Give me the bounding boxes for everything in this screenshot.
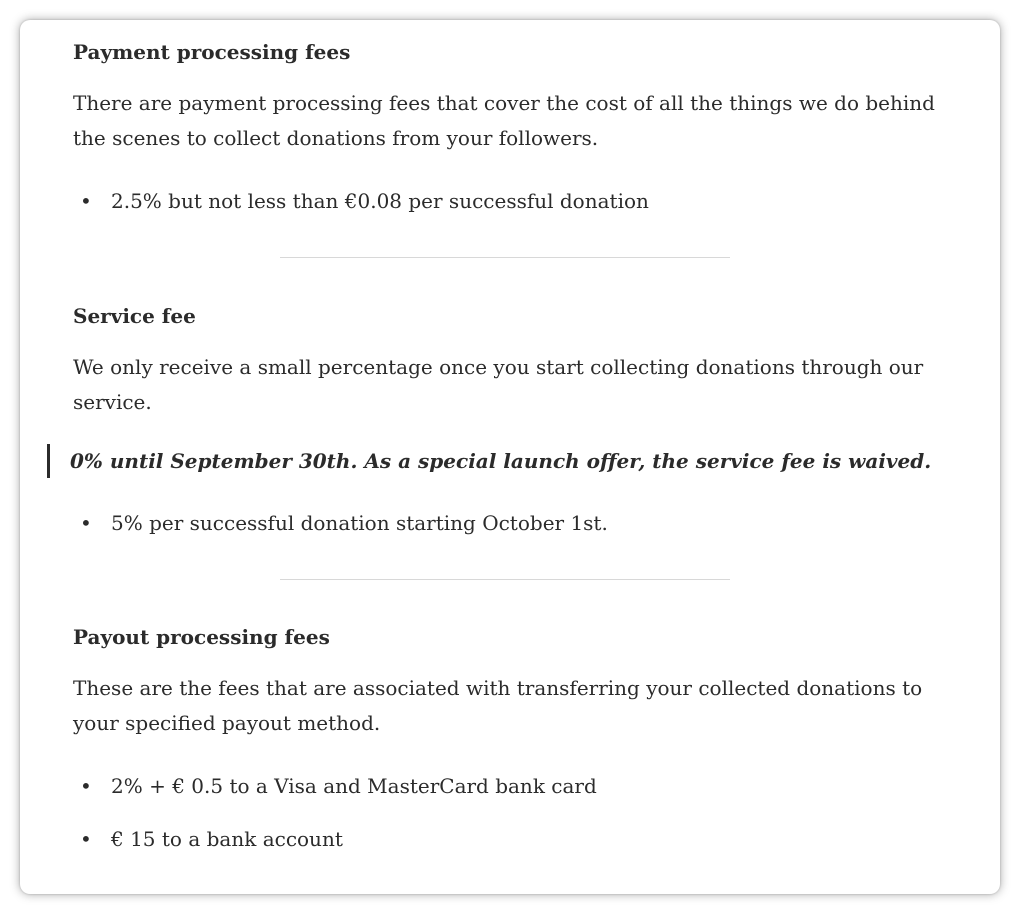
bullet-icon: •	[80, 827, 92, 851]
fees-card	[20, 20, 1000, 894]
section-divider	[280, 579, 730, 580]
service-heading: Service fee	[73, 304, 196, 328]
payment-fee-item: 2.5% but not less than €0.08 per successful donation	[111, 189, 649, 213]
payout-fee-item-card: 2% + € 0.5 to a Visa and MasterCard bank card	[111, 774, 597, 798]
payout-fee-item-bank: € 15 to a bank account	[111, 827, 343, 851]
payout-description: These are the fees that are associated with transferring your collected donations to your specified payout method.	[73, 676, 923, 735]
launch-offer-quote: 0% until September 30th. As a special launch offer, the service fee is waived.	[47, 444, 947, 478]
service-fee-item: 5% per successful donation starting October 1st.	[111, 511, 608, 535]
list-item	[73, 508, 953, 538]
payout-heading: Payout processing fees	[73, 625, 330, 649]
payment-description: There are payment processing fees that cover the cost of all the things we do behind the scenes to collect donations from your followers.	[73, 91, 935, 150]
list-item	[73, 186, 953, 216]
bullet-icon: •	[80, 774, 92, 798]
list-item	[73, 824, 953, 854]
service-fee-list	[73, 508, 953, 538]
list-item	[73, 771, 953, 801]
service-description: We only receive a small percentage once you start collecting donations through our service.	[73, 355, 924, 414]
section-divider	[280, 257, 730, 258]
payment-fee-list	[73, 186, 953, 216]
bullet-icon: •	[80, 511, 92, 535]
bullet-icon: •	[80, 189, 92, 213]
payment-heading: Payment processing fees	[73, 40, 351, 64]
payout-fee-list	[73, 771, 953, 854]
